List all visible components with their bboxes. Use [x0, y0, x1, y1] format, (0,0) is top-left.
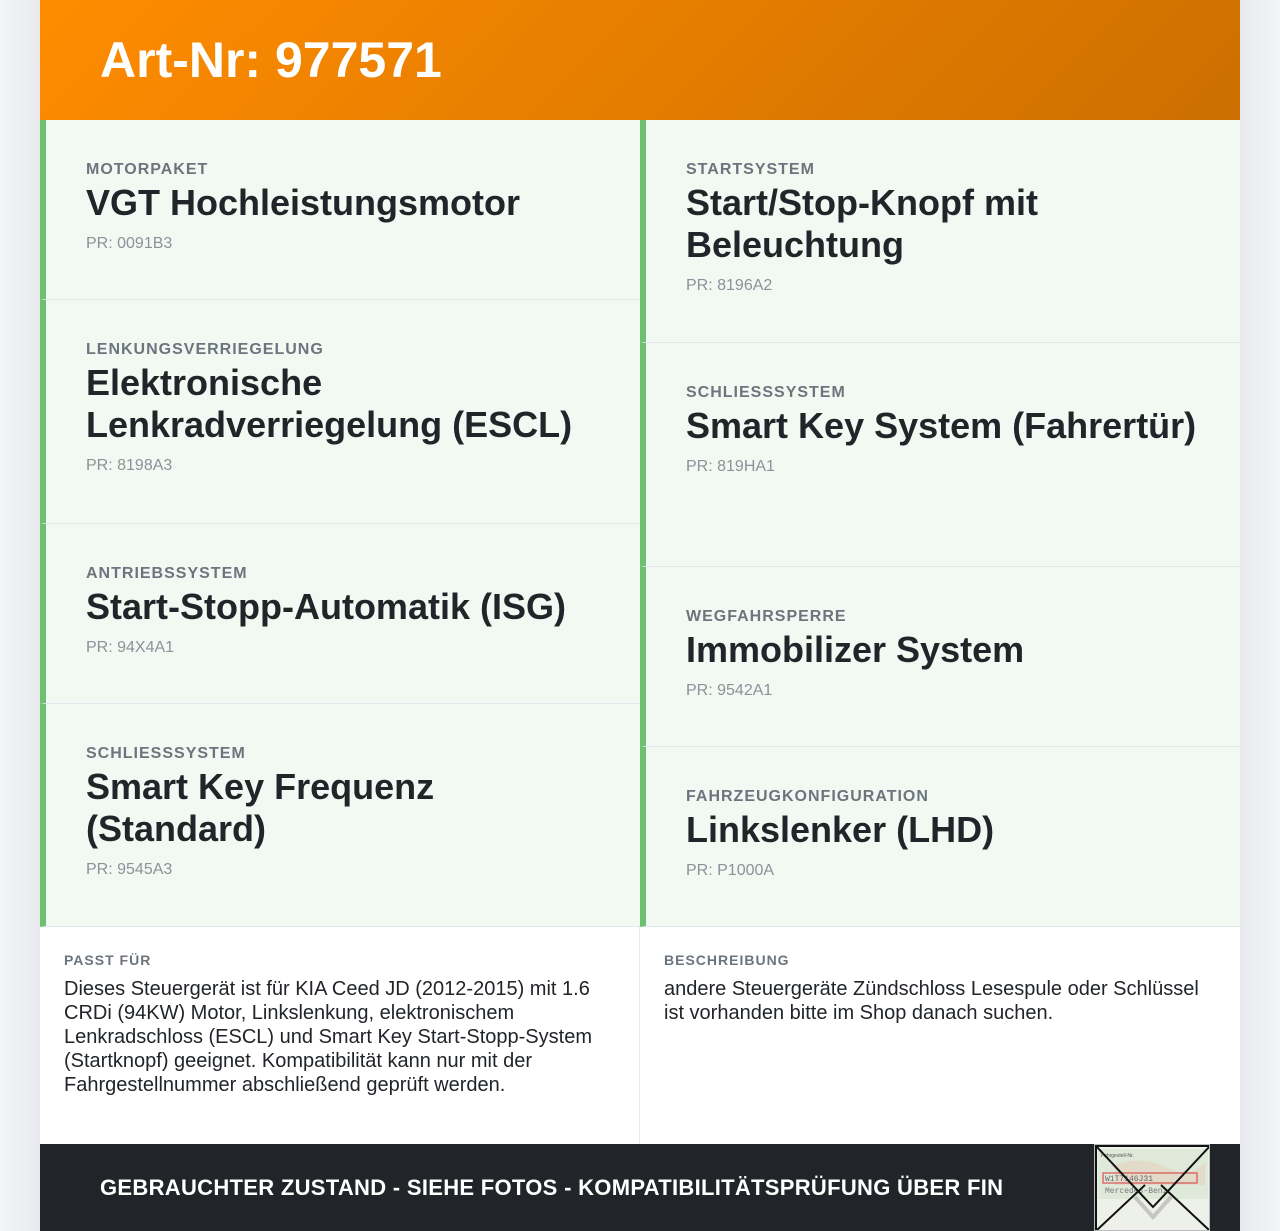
footer-banner: [40, 1144, 1240, 1231]
description-text: andere Steuergeräte Zündschloss Lesespule oder Schlüssel ist vorhanden bitte im Shop danach suchen.: [664, 978, 1199, 1024]
feature-pr-code: PR: 9545A3: [86, 861, 173, 878]
feature-value: Elektronische Lenkradverriegelung (ESCL): [86, 362, 573, 445]
feature-pr-code: PR: 9542A1: [686, 682, 773, 699]
description-section: [640, 927, 1240, 1145]
info-row: [40, 927, 1240, 1145]
feature-card: [640, 120, 1240, 343]
feature-column-right: [640, 120, 1240, 927]
feature-pr-code: PR: 8198A3: [86, 457, 173, 474]
feature-value: Immobilizer System: [686, 629, 1025, 670]
footer-text: GEBRAUCHTER ZUSTAND - SIEHE FOTOS - KOMPATIBILITÄTSPRÜFUNG ÜBER FIN: [100, 1174, 1004, 1200]
feature-value: VGT Hochleistungsmotor: [86, 182, 521, 223]
feature-value: Linkslenker (LHD): [686, 809, 995, 850]
feature-card: [640, 747, 1240, 927]
fits-text: Dieses Steuergerät ist für KIA Ceed JD (2012-2015) mit 1.6 CRDi (94KW) Motor, Linkslenkung, elektronischem Lenkradschloss (ESCL) und Smart Key Start-Stopp-System (Startknopf) geeignet. Kompatibilität kann nur mit der Fahrgestellnummer abschließend geprüft werden.: [64, 978, 592, 1096]
feature-grid: [40, 120, 1240, 927]
feature-label: FAHRZEUGKONFIGURATION: [686, 788, 929, 805]
feature-value: Start-Stopp-Automatik (ISG): [86, 586, 566, 627]
feature-pr-code: PR: 819HA1: [686, 458, 775, 475]
feature-card: [40, 524, 640, 704]
feature-pr-code: PR: P1000A: [686, 862, 775, 879]
feature-pr-code: PR: 94X4A1: [86, 639, 175, 656]
header: [40, 0, 1240, 120]
feature-label: LENKUNGSVERRIEGELUNG: [86, 341, 324, 358]
envelope-icon: [1095, 1145, 1210, 1231]
article-number-title: Art-Nr: 977571: [100, 32, 442, 88]
svg-text:Fahrgestell-Nr.: Fahrgestell-Nr.: [1101, 1153, 1134, 1159]
feature-value: Smart Key Frequenz (Standard): [86, 766, 435, 849]
feature-card: [40, 300, 640, 524]
feature-label: SCHLIESSSYSTEM: [686, 384, 846, 401]
feature-label: WEGFAHRSPERRE: [686, 608, 847, 625]
svg-text:W1T7146J31: W1T7146J31: [1105, 1175, 1154, 1184]
feature-card: [640, 343, 1240, 567]
feature-column-left: [40, 120, 640, 927]
feature-value: Start/Stop-Knopf mit Beleuchtung: [686, 182, 1038, 265]
feature-card: [40, 120, 640, 300]
svg-text:Mercedes-Benz: Mercedes-Benz: [1105, 1187, 1168, 1196]
feature-label: ANTRIEBSSYSTEM: [86, 565, 248, 582]
feature-label: MOTORPAKET: [86, 161, 209, 178]
description-label: BESCHREIBUNG: [664, 952, 790, 968]
fin-envelope-image: [1094, 1144, 1210, 1231]
feature-label: STARTSYSTEM: [686, 161, 815, 178]
feature-card: [40, 704, 640, 927]
feature-value: Smart Key System (Fahrertür): [686, 405, 1197, 446]
fits-section: [40, 927, 640, 1145]
feature-pr-code: PR: 8196A2: [686, 277, 773, 294]
fits-label: PASST FÜR: [64, 952, 152, 968]
feature-card: [640, 567, 1240, 747]
feature-pr-code: PR: 0091B3: [86, 235, 173, 252]
product-sheet: [40, 0, 1240, 1231]
feature-label: SCHLIESSSYSTEM: [86, 745, 246, 762]
